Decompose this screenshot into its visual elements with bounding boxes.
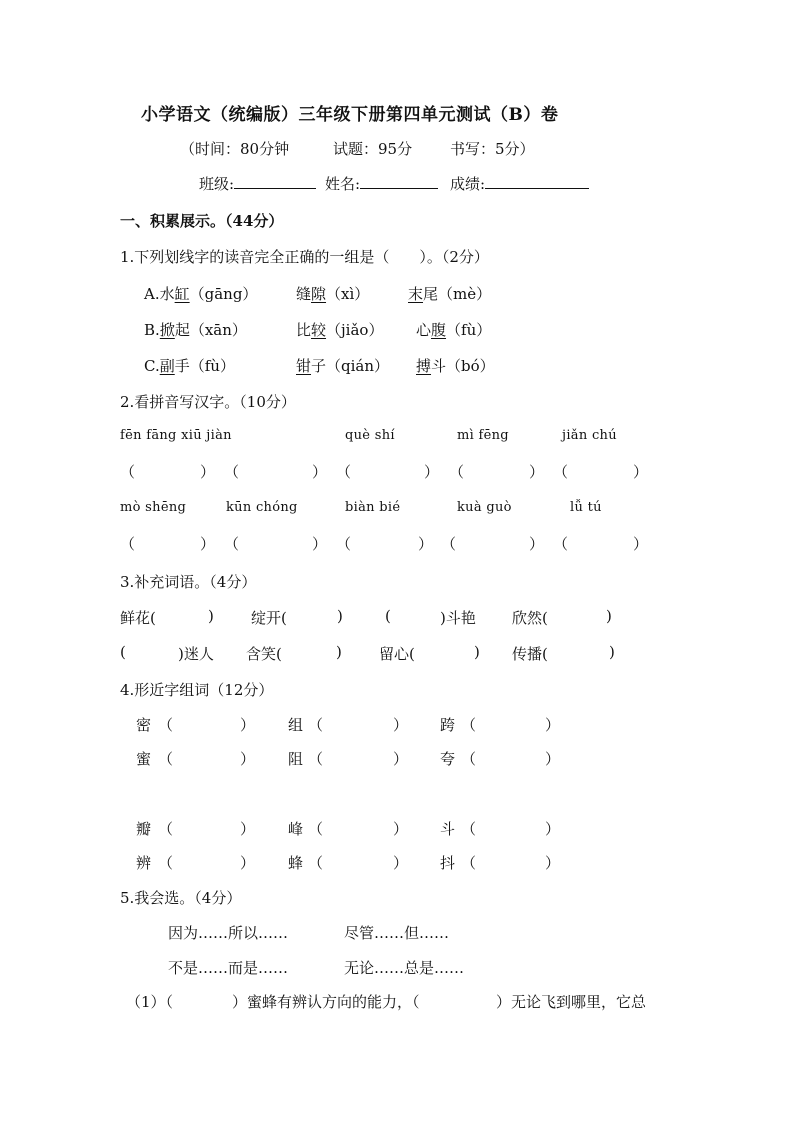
answer-paren-open: （ xyxy=(449,463,465,481)
name-blank[interactable] xyxy=(360,174,438,189)
answer-paren-close: ） xyxy=(240,716,256,734)
answer-paren-open: （ xyxy=(553,535,569,553)
answer-paren-open: （ xyxy=(308,750,324,768)
answer-paren-open: （ xyxy=(224,535,240,553)
pinyin-item: biàn bié xyxy=(345,500,401,515)
answer-paren-close: ） xyxy=(240,820,256,838)
answer-paren-open: （ xyxy=(461,750,477,768)
similar-char: 跨 xyxy=(440,716,456,734)
answer-paren-open: （ xyxy=(120,535,136,553)
answer-paren-close: ） xyxy=(529,463,545,481)
q1-option-a-word3: 末尾（mè） xyxy=(408,285,492,303)
answer-paren-open: （ xyxy=(461,854,477,872)
q4-prompt: 4.形近字组词（12分） xyxy=(120,681,274,699)
conjunction-option: 无论……总是…… xyxy=(344,959,465,977)
answer-paren-open: （ xyxy=(308,716,324,734)
similar-char: 阻 xyxy=(288,750,304,768)
answer-paren-close: ） xyxy=(200,535,216,553)
answer-paren-close: ） xyxy=(200,463,216,481)
q5-item1-part3: ）无论飞到哪里，它总 xyxy=(496,993,647,1011)
answer-paren-close: ） xyxy=(240,750,256,768)
score-label: 成绩: xyxy=(450,175,486,193)
pinyin-item: jiǎn chú xyxy=(562,428,617,443)
name-field xyxy=(325,173,438,194)
similar-char: 抖 xyxy=(440,854,456,872)
q5-item1-part1: （1）（ xyxy=(126,993,174,1011)
answer-paren-open: （ xyxy=(553,463,569,481)
answer-paren-close: ） xyxy=(312,535,328,553)
class-field xyxy=(199,173,316,194)
answer-paren-open: （ xyxy=(308,820,324,838)
q1-option-c-word3: 搏斗（bó） xyxy=(416,357,495,375)
fill-word: 留心( xyxy=(379,645,415,663)
fill-word: )斗艳 xyxy=(440,609,476,627)
answer-paren-open: （ xyxy=(158,750,174,768)
conjunction-option: 因为……所以…… xyxy=(168,924,289,942)
q1-option-c: C.副手（fù） xyxy=(144,357,235,375)
answer-paren-close: ） xyxy=(633,463,649,481)
q3-prompt: 3.补充词语。（4分） xyxy=(120,573,257,591)
fill-word: ) xyxy=(609,643,615,661)
fill-word: 欣然( xyxy=(512,609,548,627)
fill-word: ) xyxy=(474,643,480,661)
q2-prompt: 2.看拼音写汉字。（10分） xyxy=(120,393,296,411)
q5-item1-part2: ）蜜蜂有辨认方向的能力，（ xyxy=(232,993,420,1011)
answer-paren-open: （ xyxy=(336,535,352,553)
fill-word: ) xyxy=(337,607,343,625)
score-field xyxy=(450,173,589,194)
answer-paren-close: ） xyxy=(418,535,434,553)
pinyin-item: lǚ tú xyxy=(570,500,602,515)
answer-paren-open: （ xyxy=(158,854,174,872)
answer-paren-close: ） xyxy=(545,716,561,734)
similar-char: 密 xyxy=(136,716,152,734)
answer-paren-close: ） xyxy=(545,750,561,768)
q1-option-b-word3: 心腹（fù） xyxy=(416,321,492,339)
pinyin-item: mò shēng xyxy=(120,500,187,515)
similar-char: 斗 xyxy=(440,820,456,838)
class-label: 班级: xyxy=(199,175,235,193)
pinyin-item: fēn fāng xiū jiàn xyxy=(120,428,232,443)
similar-char: 夸 xyxy=(440,750,456,768)
pinyin-item: què shí xyxy=(345,428,395,443)
fill-word: ( xyxy=(120,643,126,661)
q1-option-a: A.水缸（gāng） xyxy=(144,285,258,303)
q1-option-b-word2: 比较（jiǎo） xyxy=(296,321,384,339)
q1-option-c-word2: 钳子（qián） xyxy=(296,357,390,375)
answer-paren-close: ） xyxy=(240,854,256,872)
fill-word: 含笑( xyxy=(246,645,282,663)
answer-paren-open: （ xyxy=(461,716,477,734)
fill-word: 绽开( xyxy=(251,609,287,627)
time-info: （时间：80分钟 xyxy=(180,140,290,158)
answer-paren-close: ） xyxy=(633,535,649,553)
answer-paren-close: ） xyxy=(312,463,328,481)
similar-char: 蜜 xyxy=(136,750,152,768)
q5-prompt: 5.我会选。（4分） xyxy=(120,889,242,907)
answer-paren-open: （ xyxy=(158,820,174,838)
answer-paren-open: （ xyxy=(336,463,352,481)
similar-char: 峰 xyxy=(288,820,304,838)
pinyin-item: mì fēng xyxy=(457,428,509,443)
similar-char: 瓣 xyxy=(136,820,152,838)
answer-paren-close: ） xyxy=(545,854,561,872)
conjunction-option: 尽管……但…… xyxy=(344,924,450,942)
answer-paren-open: （ xyxy=(461,820,477,838)
test-score-info: 试题：95分 xyxy=(333,140,413,158)
similar-char: 蜂 xyxy=(288,854,304,872)
answer-paren-open: （ xyxy=(441,535,457,553)
answer-paren-open: （ xyxy=(158,716,174,734)
answer-paren-close: ） xyxy=(393,854,409,872)
answer-paren-open: （ xyxy=(224,463,240,481)
fill-word: ( xyxy=(385,607,391,625)
fill-word: ) xyxy=(336,643,342,661)
answer-paren-open: （ xyxy=(120,463,136,481)
similar-char: 组 xyxy=(288,716,304,734)
pinyin-item: kūn chóng xyxy=(226,500,298,515)
fill-word: 传播( xyxy=(512,645,548,663)
class-blank[interactable] xyxy=(234,174,316,189)
writing-score-info: 书写：5分） xyxy=(450,140,535,158)
answer-paren-open: （ xyxy=(308,854,324,872)
answer-paren-close: ） xyxy=(393,716,409,734)
fill-word: ) xyxy=(208,607,214,625)
pinyin-item: kuà guò xyxy=(457,500,512,515)
conjunction-option: 不是……而是…… xyxy=(168,959,289,977)
answer-paren-close: ） xyxy=(545,820,561,838)
answer-paren-close: ） xyxy=(529,535,545,553)
answer-paren-close: ） xyxy=(424,463,440,481)
score-blank[interactable] xyxy=(485,174,589,189)
answer-paren-close: ） xyxy=(393,820,409,838)
answer-paren-close: ） xyxy=(393,750,409,768)
section-heading: 一、积累展示。（44分） xyxy=(120,212,284,230)
fill-word: 鲜花( xyxy=(120,609,156,627)
fill-word: )迷人 xyxy=(178,645,214,663)
similar-char: 辨 xyxy=(136,854,152,872)
q1-option-a-word2: 缝隙（xì） xyxy=(296,285,370,303)
page-title: 小学语文（统编版）三年级下册第四单元测试（B）卷 xyxy=(141,105,559,125)
fill-word: ) xyxy=(606,607,612,625)
q1-option-b: B.掀起（xān） xyxy=(144,321,247,339)
name-label: 姓名: xyxy=(325,175,361,193)
q1-prompt: 1.下列划线字的读音完全正确的一组是（ ）。（2分） xyxy=(120,248,489,266)
